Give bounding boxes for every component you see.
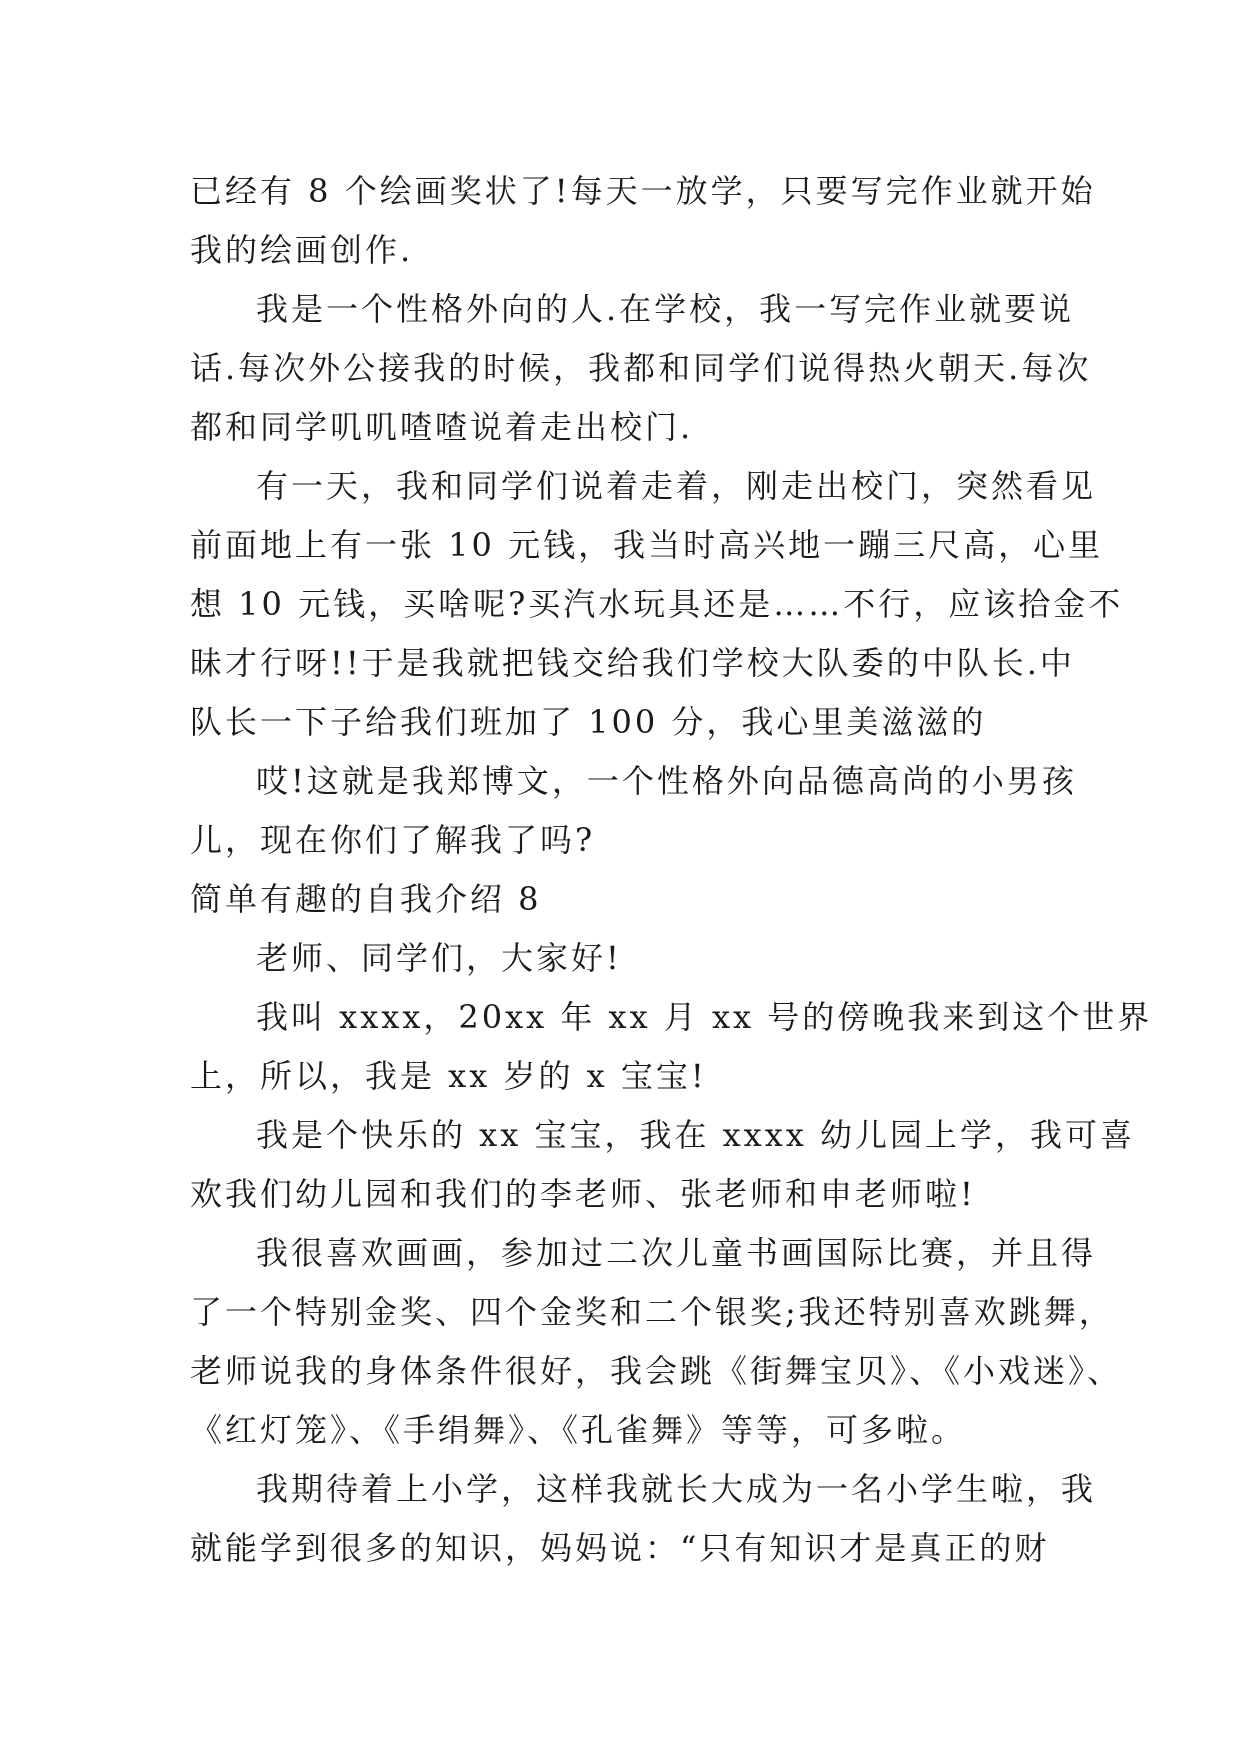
- text-line: 欢我们幼儿园和我们的李老师、张老师和申老师啦!: [190, 1175, 976, 1213]
- text-line: 哎!这就是我郑博文，一个性格外向品德高尚的小男孩: [256, 762, 1077, 800]
- text-line: 我期待着上小学，这样我就长大成为一名小学生啦，我: [256, 1470, 1097, 1508]
- text-line: 老师、同学们，大家好!: [256, 939, 622, 977]
- document-body: [190, 162, 1153, 1578]
- text-line: 我的绘画创作.: [190, 231, 414, 269]
- text-line: 话.每次外公接我的时候，我都和同学们说得热火朝天.每次: [190, 349, 1092, 387]
- text-line: 昧才行呀!!于是我就把钱交给我们学校大队委的中队长.中: [190, 644, 1075, 682]
- text-line: 我叫 xxxx，20xx 年 xx 月 xx 号的傍晚我来到这个世界: [256, 998, 1153, 1036]
- text-line: 前面地上有一张 10 元钱，我当时高兴地一蹦三尺高，心里: [190, 526, 1104, 564]
- text-line: 想 10 元钱，买啥呢?买汽水玩具还是……不行，应该拾金不: [190, 585, 1124, 623]
- text-line: 我是个快乐的 xx 宝宝，我在 xxxx 幼儿园上学，我可喜: [256, 1116, 1135, 1154]
- text-line: 《红灯笼》、《手绢舞》、《孔雀舞》等等，可多啦。: [190, 1411, 967, 1449]
- text-line: 我是一个性格外向的人.在学校，我一写完作业就要说: [256, 290, 1075, 328]
- text-line: 老师说我的身体条件很好，我会跳《街舞宝贝》、《小戏迷》、: [190, 1352, 1123, 1390]
- text-line: 队长一下子给我们班加了 100 分，我心里美滋滋的: [190, 703, 987, 741]
- text-line: 儿，现在你们了解我了吗?: [190, 821, 596, 859]
- text-line: 上，所以，我是 xx 岁的 x 宝宝!: [190, 1057, 707, 1095]
- text-line: 我很喜欢画画，参加过二次儿童书画国际比赛，并且得: [256, 1234, 1097, 1272]
- text-line: 了一个特别金奖、四个金奖和二个银奖;我还特别喜欢跳舞，: [190, 1293, 1114, 1331]
- text-line: 都和同学叽叽喳喳说着走出校门.: [190, 408, 694, 446]
- text-line: 就能学到很多的知识，妈妈说：“只有知识才是真正的财: [190, 1529, 1050, 1567]
- text-line: 有一天，我和同学们说着走着，刚走出校门，突然看见: [256, 467, 1097, 505]
- section-heading: 简单有趣的自我介绍 8: [190, 880, 542, 918]
- text-line: 已经有 8 个绘画奖状了!每天一放学，只要写完作业就开始: [190, 172, 1096, 210]
